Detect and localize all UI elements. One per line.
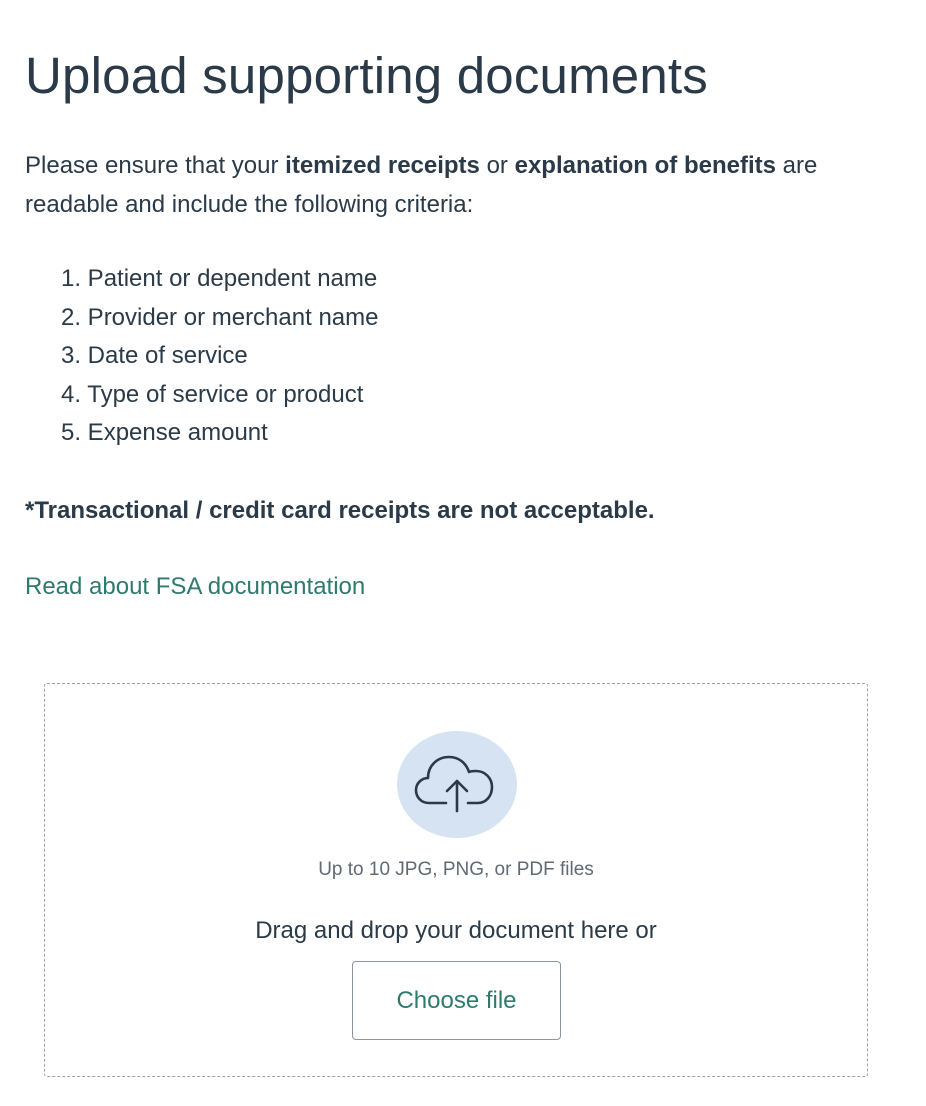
fsa-documentation-link[interactable]: Read about FSA documentation [25,573,366,600]
criteria-item: 1. Patient or dependent name [61,265,378,292]
intro-text-after: are readable and include the following criteria: [25,152,818,218]
intro-bold-explanation-of-benefits: explanation of benefits [514,152,776,179]
page-title: Upload supporting documents [25,47,708,104]
drag-drop-text: Drag and drop your document here or [255,917,657,944]
criteria-item: 3. Date of service [61,342,248,370]
choose-file-button[interactable]: Choose file [352,961,561,1040]
criteria-item: 2. Provider or merchant name [61,303,379,331]
intro-bold-itemized-receipts: itemized receipts [285,152,480,179]
intro-text-middle: or [479,152,515,179]
criteria-list [61,260,378,453]
upload-icon-circle [397,731,517,838]
intro-paragraph [25,146,895,224]
criteria-item: 4. Type of service or product [61,380,364,408]
file-type-hint: Up to 10 JPG, PNG, or PDF files [318,859,594,880]
cloud-upload-icon [413,751,501,818]
receipt-warning: *Transactional / credit card receipts are not acceptable. [25,497,655,524]
intro-text-before: Please ensure that your [25,152,286,179]
criteria-item: 5. Expense amount [61,419,268,447]
file-dropzone[interactable] [44,683,868,1077]
